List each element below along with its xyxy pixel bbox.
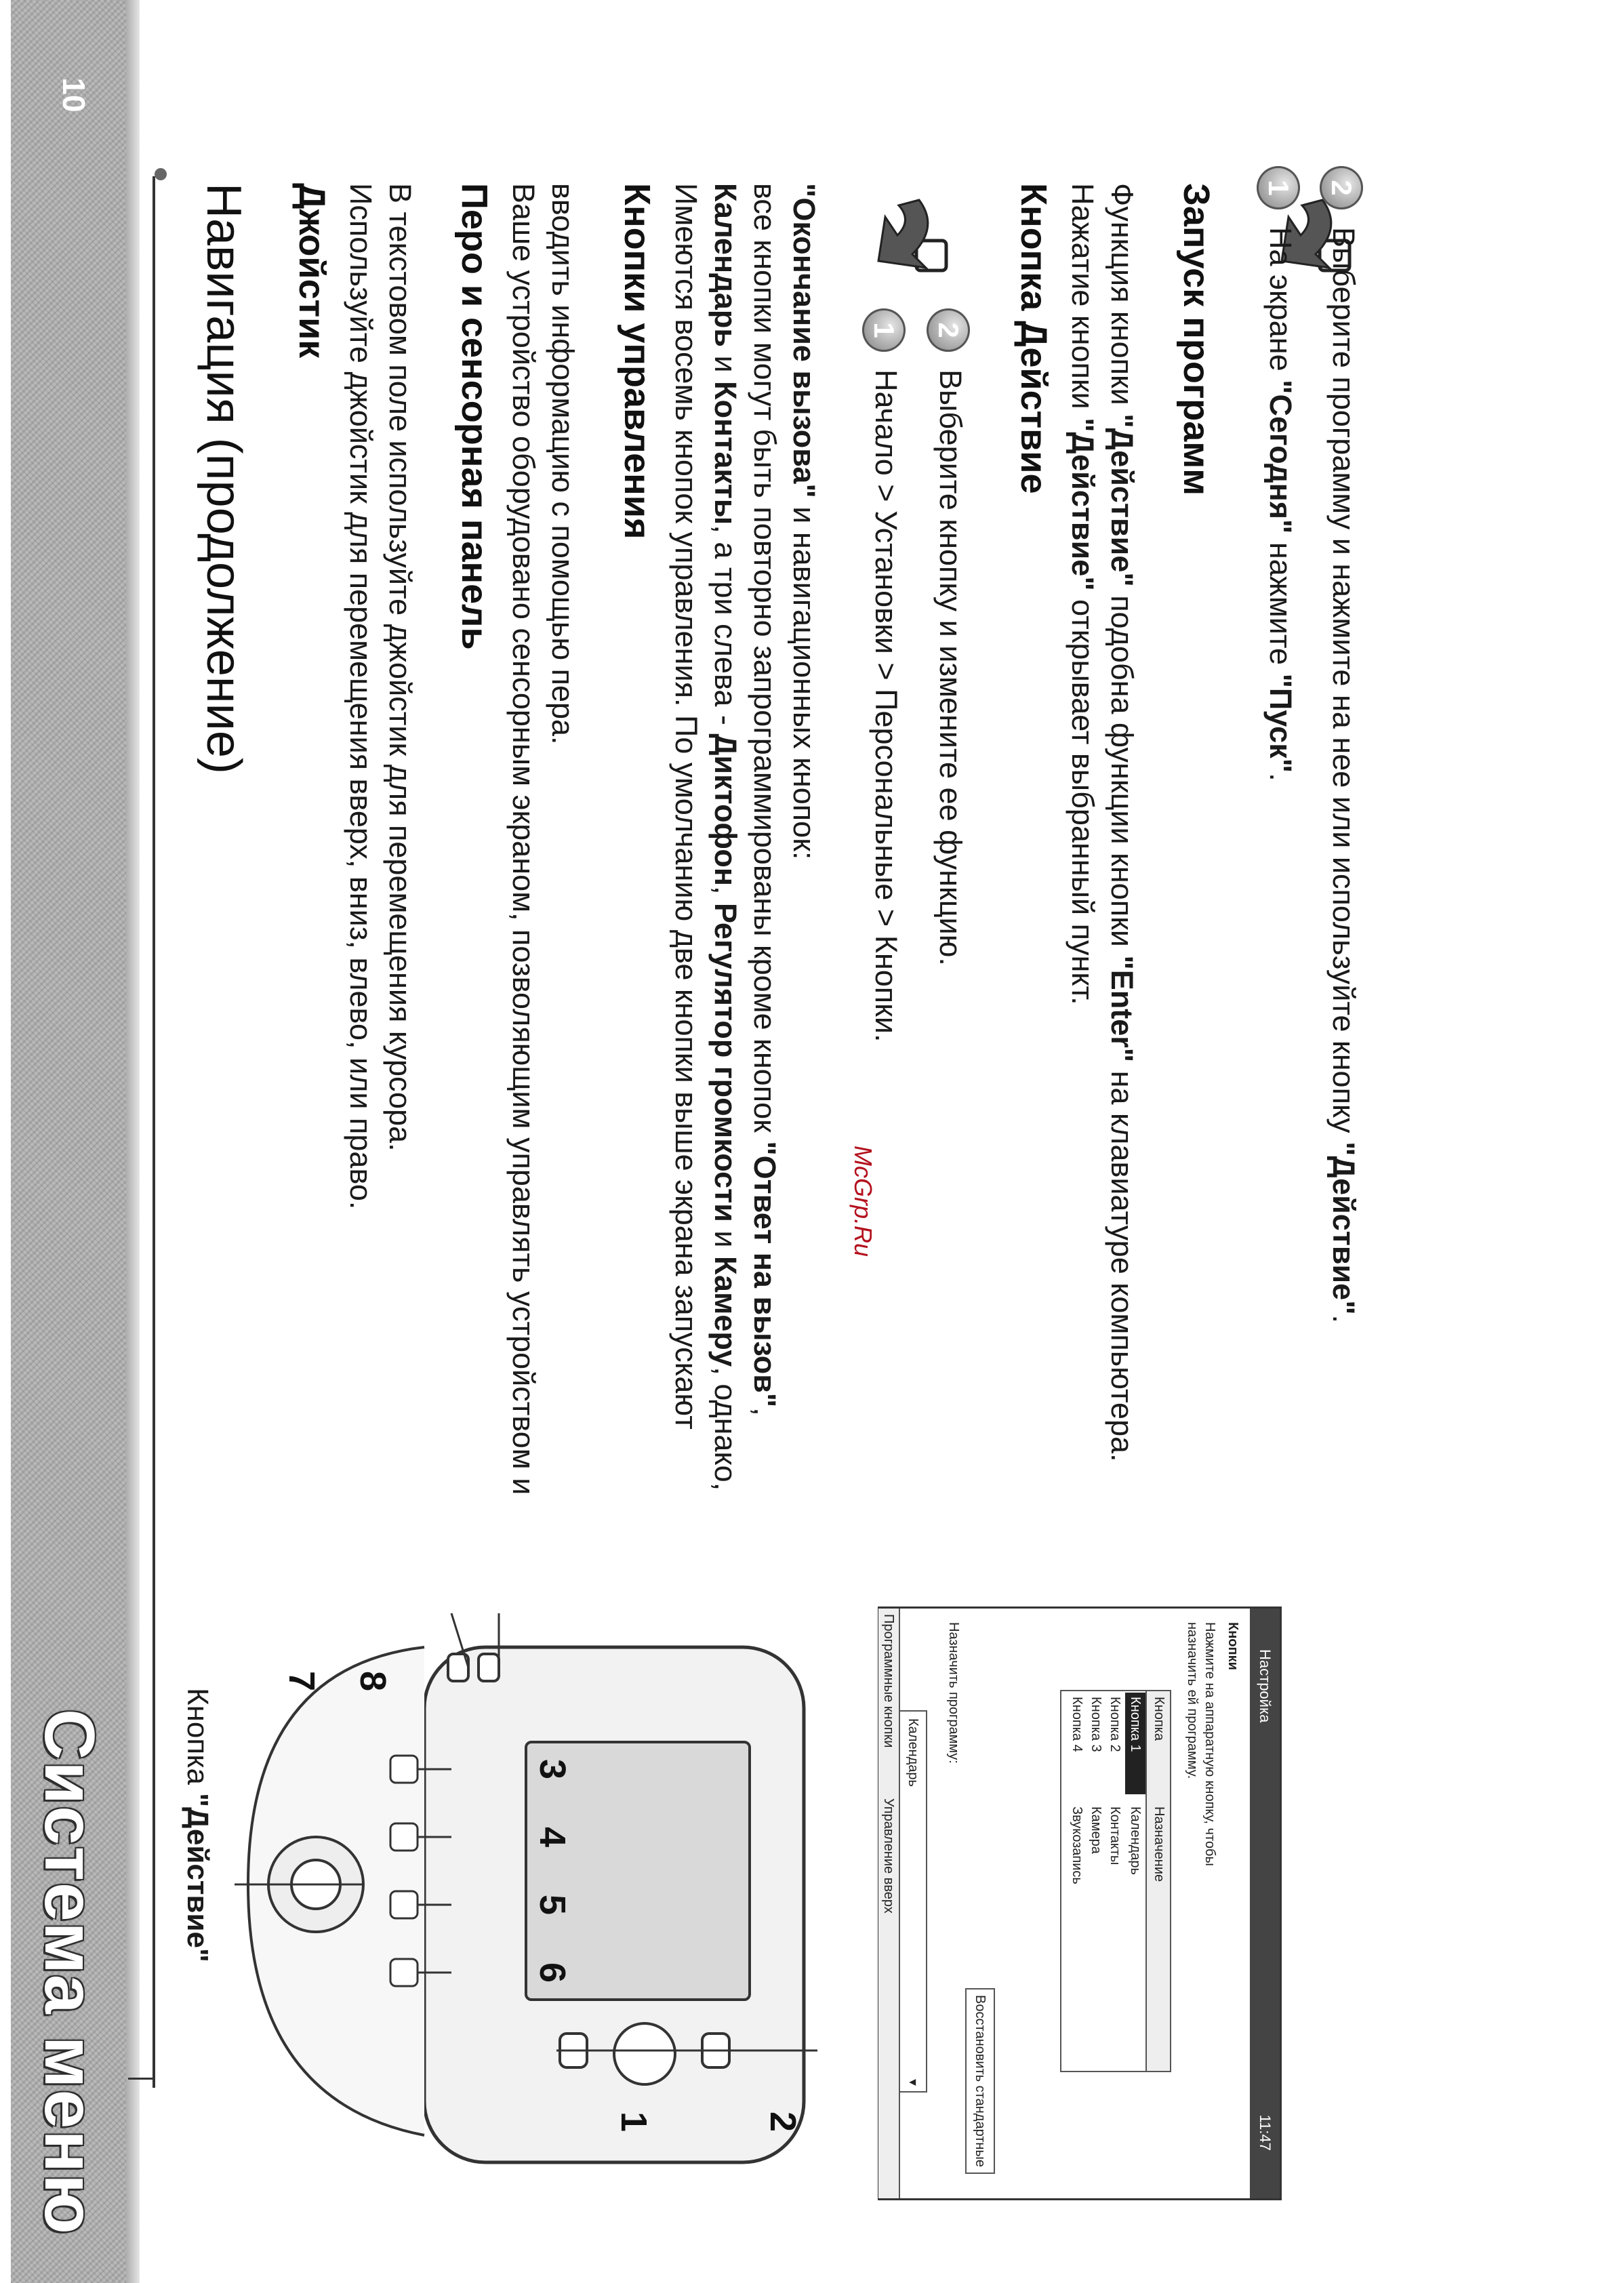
text-press: нажмите (1263, 533, 1298, 674)
mini-heading: Кнопки (1225, 1622, 1240, 1670)
text-press-button: Нажатие кнопки (1065, 183, 1100, 418)
mini-tab-2[interactable]: Управление вверх (881, 1798, 896, 1914)
action-button-line-1 (1063, 183, 1102, 1005)
callout-8: 8 (352, 1670, 393, 1692)
header-rule (153, 176, 155, 2088)
callout-7: 7 (281, 1670, 322, 1692)
launch-step-number-1: 1 (1257, 166, 1300, 209)
text-select-program: Выберите программу и нажмите на нее или используйте кнопку (1326, 227, 1361, 1142)
mini-restore-button[interactable]: Восстановить стандартные (965, 1988, 995, 2174)
today-label: "Сегодня" (1263, 380, 1298, 534)
text-however: , однако, (708, 1367, 743, 1491)
text-opens-item: открывает выбранный пункт. (1065, 590, 1100, 1005)
text-comma-2: , (748, 1407, 782, 1416)
mini-assign-select[interactable] (897, 1710, 927, 2093)
control-buttons-line-3 (745, 183, 784, 1416)
launch-title: Запуск программ (1176, 183, 1217, 496)
watermark: McGrp.Ru (849, 1146, 877, 1257)
control-buttons-line-4 (784, 183, 824, 860)
mini-row-4-assign: Звукозапись (1070, 1806, 1084, 1884)
caption-button-word: Кнопка (181, 1688, 214, 1794)
action-button-caption (180, 1688, 214, 1962)
mini-row-2-button[interactable]: Кнопка 2 (1108, 1697, 1122, 1752)
mini-row-1-button[interactable]: Кнопка 1 (1128, 1697, 1143, 1752)
step-number-2: 2 (927, 308, 970, 352)
control-step-1: Начало > Установки > Персональные > Кнопки. (869, 369, 904, 1043)
step-number-1: 1 (862, 308, 906, 352)
text-reprogram: все кнопки могут быть повторно запрограммированы кроме кнопок (748, 183, 782, 1142)
mini-row-3-assign: Камера (1089, 1806, 1103, 1854)
mini-row-2-assign: Контакты (1108, 1806, 1122, 1865)
text-on-screen: На экране (1263, 227, 1298, 380)
calendar-label: Календарь (708, 183, 743, 347)
text-three-left: , а три слева - (708, 525, 743, 734)
callout-6: 6 (532, 1962, 573, 1983)
stylus-title: Перо и сенсорная панель (454, 183, 495, 650)
text-comma: , (708, 886, 743, 904)
launch-step-2 (1326, 227, 1361, 1323)
launch-step-number-2: 2 (1320, 166, 1363, 209)
text-period-2: . (1326, 1314, 1361, 1324)
text-keyboard: на клавиатуре компьютера. (1105, 1062, 1139, 1462)
text-and-2: и (708, 1221, 743, 1257)
pointing-hand-icon (851, 186, 953, 288)
text-function-of: Функция кнопки (1105, 183, 1139, 414)
heading-bullet-icon (155, 168, 167, 180)
action-label-3: "Действие" (1326, 1142, 1361, 1315)
enter-label: "Enter" (1105, 955, 1139, 1063)
action-button-line-2 (1102, 183, 1141, 1462)
callout-2: 2 (763, 2111, 803, 2133)
text-period: . (1263, 773, 1298, 782)
text-nav-buttons: и навигационных кнопок: (787, 498, 821, 860)
volume-label: Регулятор громкости (708, 903, 743, 1222)
mini-title: Настройка (1257, 1649, 1274, 1723)
mini-row-3-button[interactable]: Кнопка 3 (1089, 1697, 1103, 1752)
callout-4: 4 (532, 1826, 573, 1848)
mini-dropdown-icon: ▾ (906, 2078, 920, 2086)
caption-action-word: "Действие" (181, 1793, 214, 1962)
mini-button-table[interactable] (1060, 1690, 1171, 2072)
callout-5: 5 (532, 1894, 573, 1916)
mini-row-1-assign: Календарь (1128, 1806, 1143, 1875)
camera-label: Камеру (708, 1256, 743, 1367)
stylus-line-1: Ваше устройство оборудовано сенсорным экраном, позволяющим управлять устройством и (506, 183, 541, 1495)
action-label: "Действие" (1065, 418, 1100, 591)
control-buttons-line-2 (706, 183, 745, 1491)
mini-hint-2: назначить ей программу. (1185, 1622, 1200, 1779)
mini-col-button: Кнопка (1152, 1697, 1166, 1741)
mini-assign-label: Назначить программу: (946, 1622, 961, 1764)
callout-3: 3 (532, 1758, 573, 1780)
page-number: 10 (56, 77, 92, 113)
mini-assign-value: Календарь (906, 1718, 920, 1787)
control-buttons-title: Кнопки управления (617, 183, 657, 540)
buttons-settings-screenshot (878, 1607, 1282, 2200)
mini-tabs (878, 1609, 900, 2198)
control-buttons-line-1: Имеются восемь кнопок управления. По умолчанию две кнопки выше экрана запускают (669, 183, 704, 1430)
launch-step-1 (1263, 227, 1298, 782)
mini-row-4-button[interactable]: Кнопка 4 (1070, 1697, 1084, 1752)
joystick-line-1: Используйте джойстик для перемещения вверх, вниз, влево, или право. (344, 183, 378, 1210)
mini-col-assign: Назначение (1152, 1806, 1166, 1882)
mini-clock: 11:47 (1257, 2114, 1274, 2151)
callout-1: 1 (613, 2111, 654, 2133)
joystick-title: Джойстик (291, 183, 332, 359)
mini-tab-1[interactable]: Программные кнопки (881, 1614, 896, 1748)
page-heading: Навигация (продолжение) (197, 183, 251, 774)
start-label: "Пуск" (1263, 673, 1298, 773)
action-label-2: "Действие" (1105, 413, 1139, 587)
answer-call-label: "Ответ на вызов" (748, 1141, 782, 1408)
header-rule-end (128, 2078, 155, 2080)
end-call-label: "Окончание вызова" (787, 183, 821, 498)
mini-hint-1: Нажмите на аппаратную кнопку, чтобы (1202, 1622, 1217, 1866)
joystick-line-2: В текстовом поле используйте джойстик для перемещения курсора. (383, 183, 418, 1152)
text-and: и (708, 347, 743, 382)
text-similar: подобна функции кнопки (1105, 586, 1139, 956)
recorder-label: Диктофон (708, 733, 743, 887)
stylus-line-2: вводить информацию с помощью пера. (546, 183, 580, 745)
section-title: Система меню (30, 1709, 108, 2236)
mini-titlebar (1250, 1609, 1280, 2198)
control-step-2: Выберите кнопку и измените ее функцию. (933, 369, 968, 966)
contacts-label: Контакты (708, 381, 743, 525)
mini-table-header (1145, 1691, 1170, 2071)
action-button-title: Кнопка Действие (1013, 183, 1054, 494)
